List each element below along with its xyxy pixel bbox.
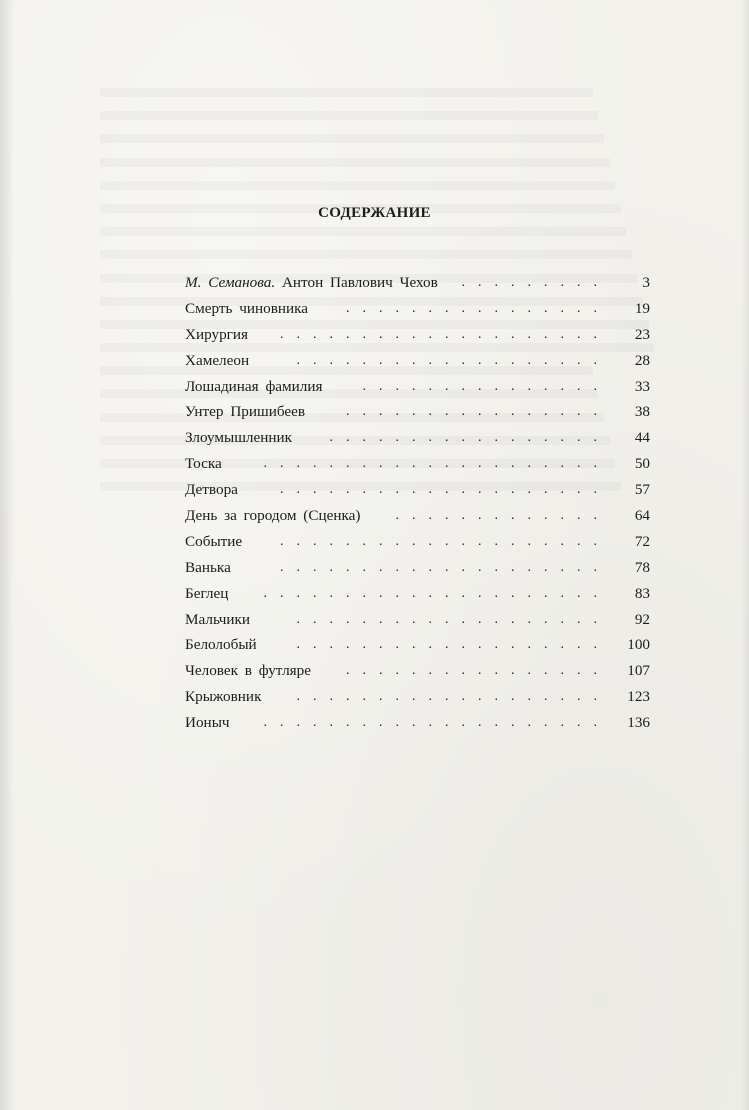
toc-entry-label xyxy=(185,555,235,581)
toc-entry-label xyxy=(185,684,265,710)
toc-dot-leader: ................... xyxy=(296,637,610,653)
toc-page-number: 33 xyxy=(634,377,650,395)
toc-entry-title: Белолобый xyxy=(185,636,257,654)
toc-entry[interactable] xyxy=(185,555,650,581)
toc-page-number: 64 xyxy=(634,507,650,525)
toc-dot-leader: ..................... xyxy=(263,456,610,472)
show-through-line xyxy=(100,111,598,120)
toc-entry[interactable] xyxy=(185,658,650,684)
toc-page-number: 136 xyxy=(627,714,650,732)
show-through-line xyxy=(100,250,632,259)
toc-entry[interactable] xyxy=(185,374,650,400)
toc-entry-title: Детвора xyxy=(185,481,238,499)
toc-entry[interactable] xyxy=(185,477,650,503)
toc-entry-title: Злоумышленник xyxy=(185,429,292,447)
toc-page-number: 23 xyxy=(634,325,650,343)
toc-dot-leader: .................... xyxy=(280,533,610,549)
toc-entry-label xyxy=(185,632,261,658)
toc-dot-leader: .................... xyxy=(280,482,610,498)
toc-entry-label xyxy=(185,270,442,296)
toc-page-number: 38 xyxy=(634,403,650,421)
toc-page-number: 83 xyxy=(634,584,650,602)
toc-dot-leader: ................... xyxy=(296,689,610,705)
toc-dot-leader: ................. xyxy=(329,430,610,446)
toc-dot-leader: ............. xyxy=(395,508,610,524)
toc-entry[interactable] xyxy=(185,581,650,607)
toc-entry-label xyxy=(185,296,312,322)
toc-entry-label xyxy=(185,658,315,684)
toc-page-number: 44 xyxy=(634,429,650,447)
toc-entry-label xyxy=(185,503,364,529)
toc-entry-label xyxy=(185,425,296,451)
page-shadow-right xyxy=(741,0,749,1110)
toc-entry-label xyxy=(185,529,246,555)
contents-heading: СОДЕРЖАНИЕ xyxy=(318,205,431,221)
toc-entry-author: М. Семанова. xyxy=(185,274,276,291)
show-through-line xyxy=(100,227,626,236)
toc-dot-leader: ................ xyxy=(346,404,610,420)
toc-entry-title: Смерть чиновника xyxy=(185,299,309,317)
toc-dot-leader: .................... xyxy=(280,559,610,575)
toc-page-number: 57 xyxy=(634,481,650,499)
toc-dot-leader: ................ xyxy=(346,300,610,316)
toc-entry-title: Тоска xyxy=(185,455,222,473)
toc-page-number: 50 xyxy=(634,455,650,473)
toc-entry[interactable] xyxy=(185,348,650,374)
toc-entry-title: Беглец xyxy=(185,584,229,602)
toc-page-number: 107 xyxy=(627,662,650,680)
toc-dot-leader: ..................... xyxy=(263,715,610,731)
toc-dot-leader: ................ xyxy=(346,663,610,679)
toc-entry-title: Лошадиная фамилия xyxy=(185,377,323,395)
toc-page-number: 28 xyxy=(634,351,650,369)
toc-entry-title: Антон Павлович Чехов xyxy=(281,274,438,291)
toc-entry-title: Хамелеон xyxy=(185,351,250,369)
toc-entry-title: Человек в футляре xyxy=(185,662,311,680)
toc-entry-title: Унтер Пришибеев xyxy=(185,403,306,421)
toc-page-number: 123 xyxy=(627,688,650,706)
toc-entry-label xyxy=(185,451,226,477)
toc-entry[interactable] xyxy=(185,399,650,425)
toc-dot-leader: ................... xyxy=(296,352,610,368)
show-through-line xyxy=(100,181,615,190)
toc-entry[interactable] xyxy=(185,296,650,322)
toc-entry[interactable] xyxy=(185,607,650,633)
toc-dot-leader: ............... xyxy=(362,378,610,394)
toc-page-number: 100 xyxy=(627,636,650,654)
table-of-contents xyxy=(185,270,650,736)
toc-page-number: 19 xyxy=(634,299,650,317)
toc-entry[interactable] xyxy=(185,425,650,451)
show-through-line xyxy=(100,88,593,97)
page-shadow-left xyxy=(0,0,14,1110)
show-through-line xyxy=(100,158,610,167)
toc-entry[interactable] xyxy=(185,684,650,710)
toc-entry[interactable] xyxy=(185,451,650,477)
toc-entry-title: День за городом (Сценка) xyxy=(185,507,361,525)
toc-entry-title: Мальчики xyxy=(185,610,250,628)
toc-entry-label xyxy=(185,374,326,400)
toc-entry-title: Ванька xyxy=(185,558,231,576)
toc-entry-label xyxy=(185,607,254,633)
toc-entry-label xyxy=(185,581,232,607)
toc-dot-leader: ..................... xyxy=(263,585,610,601)
toc-entry-label xyxy=(185,399,309,425)
toc-entry-title: Крыжовник xyxy=(185,688,262,706)
show-through-line xyxy=(100,134,604,143)
toc-dot-leader: ......... xyxy=(461,275,610,290)
toc-entry-title: Хирургия xyxy=(185,325,249,343)
toc-entry-label xyxy=(185,322,252,348)
toc-entry-title: Событие xyxy=(185,532,243,550)
toc-page-number: 92 xyxy=(634,610,650,628)
toc-page-number: 78 xyxy=(634,558,650,576)
toc-dot-leader: .................... xyxy=(280,326,610,342)
toc-entry[interactable] xyxy=(185,632,650,658)
toc-entry[interactable] xyxy=(185,503,650,529)
toc-entry-label xyxy=(185,348,253,374)
toc-entry[interactable] xyxy=(185,529,650,555)
toc-page-number: 3 xyxy=(642,274,650,291)
toc-dot-leader: ................... xyxy=(296,611,610,627)
toc-entry[interactable] xyxy=(185,270,650,296)
toc-entry-label xyxy=(185,710,234,736)
toc-entry-label xyxy=(185,477,242,503)
toc-entry[interactable] xyxy=(185,322,650,348)
toc-page-number: 72 xyxy=(634,532,650,550)
toc-entry[interactable] xyxy=(185,710,650,736)
toc-entry-title: Ионыч xyxy=(185,714,230,732)
